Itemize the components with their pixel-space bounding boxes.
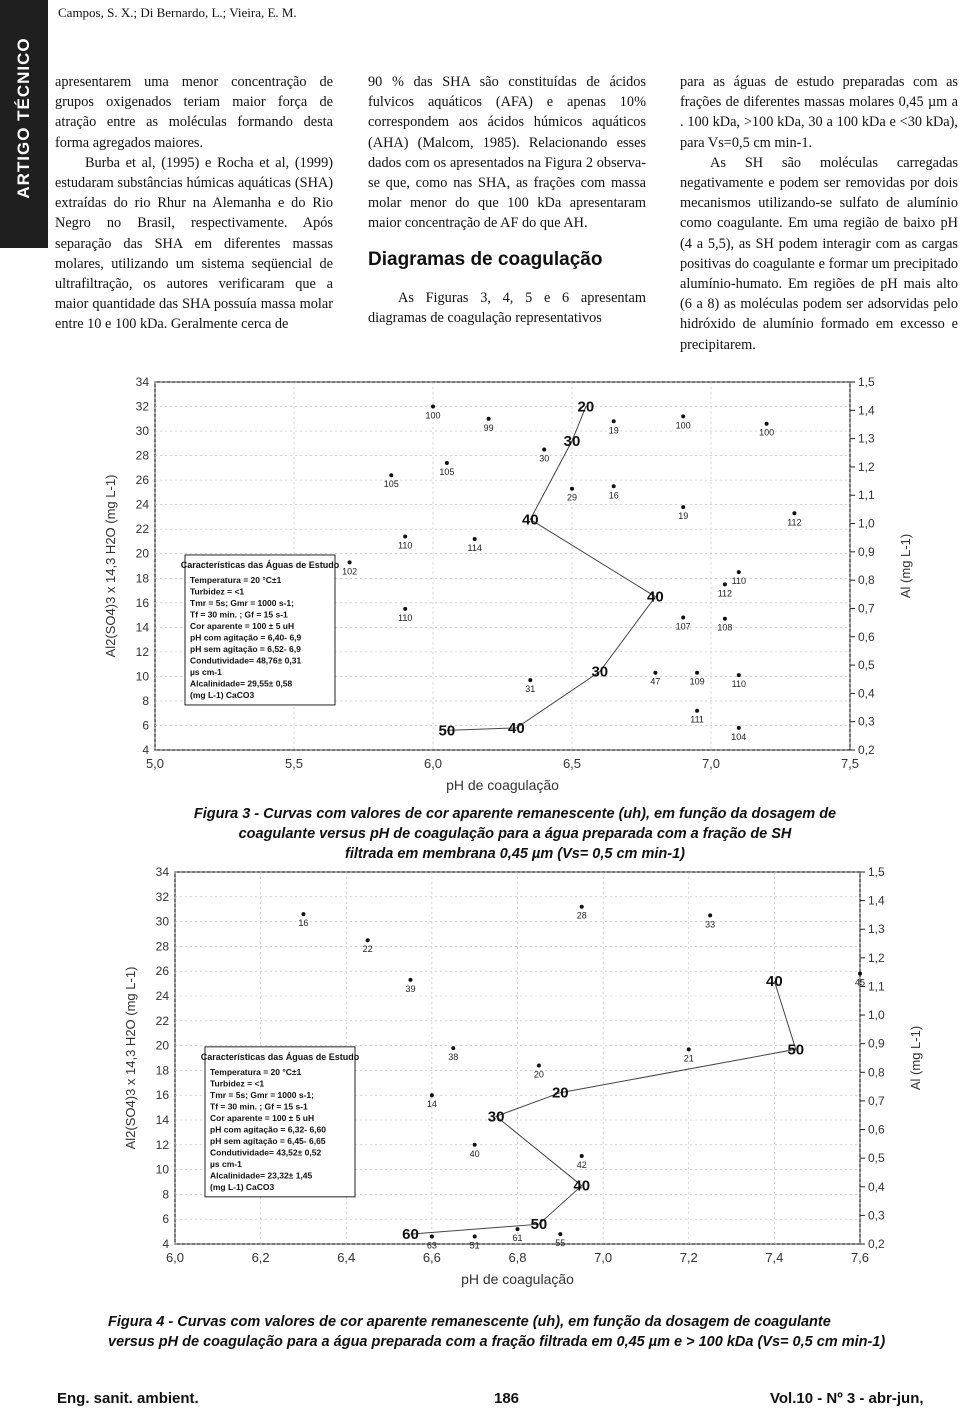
data-point [537, 1063, 541, 1067]
data-point [542, 447, 546, 451]
caption-line: Figura 4 - Curvas com valores de cor aparente remanescente (uh), em função da dosagem de coagulante [108, 1314, 831, 1330]
y-tick-label: 30 [155, 914, 169, 929]
paragraph: As Figuras 3, 4, 5 e 6 apresentam diagramas de coagulação representativos [368, 289, 646, 327]
x-tick-label: 7,4 [765, 1250, 784, 1265]
info-box-line: µs cm-1 [210, 1158, 242, 1169]
data-point [430, 1093, 434, 1097]
data-point-label: 19 [678, 511, 689, 522]
y2-tick-label: 0,8 [868, 1065, 885, 1080]
y2-tick-label: 1,5 [858, 375, 875, 389]
caption-line: Figura 3 - Curvas com valores de cor aparente remanescente (uh), em função da dosagem de [193, 806, 837, 822]
y2-tick-label: 1,2 [858, 459, 875, 474]
info-box-line: Alcalinidade= 29,55± 0,58 [190, 678, 293, 689]
paragraph: 90 % das SHA são constituídas de ácidos fulvicos aquáticos (AFA) e apenas 10% correspondem aos ácidos húmicos aquáticos (AHA) (Malcom, 1985). Relacionando esses dados com os apresentados na Figura 2 observa-se que, como nas SHA, as frações com massa molar menor do que 100 kDa apresentaram maior concentração de AF do que AH. [368, 74, 646, 232]
y-tick-label: 4 [162, 1237, 169, 1251]
paragraph: para as águas de estudo preparadas com as frações de diferentes massas molares 0,45 µm a . 100 kDa, >100 kDa, 30 a 100 kDa e <30 kDa), para Vs=0,5 cm min-1. [680, 74, 958, 151]
y-tick-label: 6 [142, 718, 149, 733]
y-tick-label: 34 [155, 865, 169, 879]
y-tick-label: 28 [155, 939, 169, 954]
info-box-line: Tf = 30 min. ; Gf = 15 s-1 [210, 1101, 308, 1112]
data-point [737, 570, 741, 574]
data-point-label: 47 [650, 676, 661, 687]
contour-label: 40 [647, 588, 664, 606]
x-axis-label: pH de coagulação [446, 777, 559, 793]
info-box-line: Tmr = 5s; Gmr = 1000 s-1; [210, 1089, 314, 1100]
data-point [528, 678, 532, 682]
footer-page-number: 186 [494, 1390, 520, 1407]
data-point [737, 726, 741, 730]
y-tick-label: 20 [135, 546, 149, 561]
caption-line: versus pH de coagulação para a água preparada com a fração filtrada em 0,45 µm e > 100 kDa (Vs= 0,5 cm min-1) [108, 1334, 886, 1350]
y-tick-label: 12 [135, 644, 149, 659]
y2-tick-label: 0,5 [868, 1151, 885, 1166]
x-tick-label: 7,0 [594, 1250, 613, 1265]
data-point [681, 616, 685, 620]
data-point-label: 110 [398, 540, 413, 551]
data-point-label: 31 [525, 684, 536, 695]
data-point-label: 42 [576, 1159, 587, 1170]
info-box-line: Cor aparente = 100 ± 5 uH [210, 1112, 315, 1123]
y-tick-label: 14 [155, 1113, 169, 1127]
data-point-label: 100 [759, 427, 775, 438]
info-box-line: Turbidez = <1 [210, 1078, 265, 1089]
info-box-line: µs cm-1 [190, 666, 222, 677]
info-box-line: Cor aparente = 100 ± 5 uH [190, 620, 295, 631]
data-point-label: 33 [705, 919, 716, 930]
column-1 [55, 72, 333, 335]
info-box-line: Turbidez = <1 [190, 586, 245, 597]
data-point-label: 63 [426, 1240, 437, 1251]
info-box-line: pH com agitação = 6,32- 6,60 [210, 1124, 326, 1135]
y2-tick-label: 1,0 [858, 516, 875, 531]
data-point [516, 1227, 520, 1231]
x-tick-label: 6,5 [562, 756, 582, 771]
contour-label: 60 [402, 1226, 419, 1244]
info-box-line: Condutividade= 43,52± 0,52 [210, 1147, 322, 1158]
y2-tick-label: 1,0 [868, 1008, 885, 1023]
contour-label: 50 [438, 722, 456, 740]
figure-3-caption [150, 804, 880, 864]
y2-tick-label: 0,7 [858, 601, 875, 616]
data-point [445, 461, 449, 465]
info-box-line: pH sem agitação = 6,45- 6,65 [210, 1135, 326, 1146]
contour-label: 30 [563, 432, 581, 450]
y2-tick-label: 1,3 [858, 431, 875, 446]
info-box-line: Alcalinidade= 23,32± 1,45 [210, 1170, 313, 1181]
y-tick-label: 10 [155, 1162, 169, 1177]
data-point [473, 537, 477, 541]
data-point-label: 20 [533, 1069, 544, 1080]
paragraph: apresentarem uma menor concentração de grupos oxigenados teriam maior força de atração entre as moléculas formando desta forma agregados maiores. [55, 74, 333, 151]
y-tick-label: 16 [155, 1088, 169, 1103]
data-point-label: 110 [731, 679, 746, 690]
y2-tick-label: 1,1 [868, 979, 885, 994]
data-point [695, 709, 699, 713]
data-point [451, 1046, 455, 1050]
y-tick-label: 22 [135, 522, 149, 537]
contour-label: 40 [766, 973, 783, 991]
footer-journal: Eng. sanit. ambient. [57, 1390, 199, 1407]
y-tick-label: 30 [135, 424, 149, 439]
figure-3-chart [103, 368, 913, 802]
y2-axis-label: Al (mg L-1) [908, 1025, 923, 1091]
x-tick-label: 5,0 [145, 756, 165, 771]
data-point-label: 102 [342, 566, 358, 577]
y-tick-label: 20 [155, 1038, 169, 1053]
y2-tick-label: 1,2 [868, 950, 885, 965]
data-point-label: 105 [383, 479, 399, 490]
data-point-label: 45 [854, 977, 866, 988]
data-point [681, 505, 685, 509]
section-heading: Diagramas de coagulação [368, 248, 603, 270]
y2-tick-label: 1,4 [868, 893, 885, 908]
data-point-label: 16 [608, 490, 619, 501]
y2-tick-label: 0,6 [868, 1122, 885, 1137]
data-point-label: 110 [731, 576, 746, 587]
caption-line: filtrada em membrana 0,45 µm (Vs= 0,5 cm min-1) [345, 846, 685, 862]
data-point-label: 39 [405, 983, 416, 994]
y-tick-label: 14 [135, 620, 149, 635]
y-axis-label: Al2(SO4)3 x 14,3 H2O (mg L-1) [103, 474, 118, 658]
data-point-label: 104 [731, 731, 747, 742]
figure-4-caption [108, 1312, 948, 1352]
data-point-label: 111 [690, 714, 704, 725]
data-point [681, 414, 685, 418]
x-tick-label: 7,2 [679, 1250, 698, 1265]
data-point [695, 671, 699, 675]
info-box-line: pH sem agitação = 6,52- 6,9 [190, 643, 301, 654]
x-tick-label: 6,4 [337, 1250, 356, 1265]
contour-label: 20 [577, 398, 595, 416]
contour-label: 20 [551, 1084, 569, 1102]
data-point-label: 99 [483, 422, 494, 433]
y-tick-label: 8 [142, 693, 149, 708]
data-point-label: 112 [787, 517, 802, 528]
section-sidebar [0, 0, 48, 248]
data-point-label: 114 [467, 543, 482, 554]
y-tick-label: 18 [155, 1063, 169, 1078]
data-point [366, 938, 370, 942]
paragraph: As SH são moléculas carregadas negativamente e podem ser removidas por dois mecanismos utilizando-se sulfato de alumínio como coagulante. Em uma região de baixo pH (4 a 5,5), as SH podem interagir com as cargas positivas do coagulante e formar um precipitado alumínio-humato. Em regiões de pH mais alto (6 a 8) as moléculas podem ser adsorvidas pelo hidróxido de alumínio formado em excesso e precipitarem. [680, 154, 958, 353]
contour-label: 40 [521, 511, 539, 529]
x-tick-label: 7,6 [850, 1250, 870, 1265]
x-tick-label: 6,6 [422, 1250, 441, 1265]
data-point-label: 100 [425, 410, 441, 421]
y2-tick-label: 0,6 [858, 629, 875, 644]
y-tick-label: 26 [155, 964, 169, 979]
data-point [558, 1232, 562, 1236]
data-point-label: 14 [426, 1099, 437, 1110]
data-point [653, 671, 657, 675]
y-tick-label: 4 [142, 743, 149, 757]
info-box-line: Tf = 30 min. ; Gf = 15 s-1 [190, 609, 288, 620]
y2-tick-label: 0,2 [858, 743, 875, 757]
data-point-label: 61 [512, 1233, 523, 1244]
data-point [570, 487, 574, 491]
data-point [473, 1235, 477, 1239]
contour-label: 40 [508, 719, 525, 737]
info-box-title: Características das Águas de Estudo [200, 1051, 360, 1062]
data-point [612, 484, 616, 488]
y2-tick-label: 0,4 [858, 686, 875, 701]
y-tick-label: 34 [135, 375, 149, 389]
data-point [431, 405, 435, 409]
data-point-label: 30 [539, 453, 550, 464]
y-tick-label: 6 [162, 1212, 169, 1227]
data-point [473, 1143, 477, 1147]
data-point [765, 422, 769, 426]
data-point [858, 972, 862, 976]
x-tick-label: 7,0 [701, 756, 721, 771]
y2-tick-label: 0,9 [858, 544, 875, 559]
y-tick-label: 12 [155, 1137, 169, 1152]
info-box-line: Condutividade= 48,76± 0,31 [190, 655, 302, 666]
data-point-label: 107 [675, 621, 691, 632]
x-tick-label: 6,0 [423, 756, 443, 771]
data-point [487, 417, 491, 421]
column-2 [368, 72, 646, 328]
data-point [792, 511, 796, 515]
footer-volume: Vol.10 - Nº 3 - abr-jun, [770, 1390, 924, 1407]
data-point-label: 105 [439, 466, 455, 477]
y-tick-label: 32 [135, 399, 149, 414]
y-axis-label: Al2(SO4)3 x 14,3 H2O (mg L-1) [123, 966, 138, 1150]
y2-tick-label: 1,3 [868, 922, 885, 937]
y-tick-label: 26 [135, 473, 149, 488]
y2-axis-label: Al (mg L-1) [898, 533, 913, 599]
paragraph: Burba et al, (1995) e Rocha et al, (1999) estudaram substâncias húmicas aquáticas (SHA) extraídas do rio Rhur na Alemanha e do Rio Negro no Brasil, respectivamente. Após separação das SHA em diferentes massas molares, utilizando um sistema seqüencial de ultrafiltração, os autores verificaram que a maior quantidade das SHA possuía massa molar entre 10 e 100 kDa. Geralmente cerca de [55, 154, 333, 333]
data-point [301, 912, 305, 916]
data-point-label: 51 [469, 1240, 480, 1251]
data-point [389, 473, 393, 477]
data-point-label: 100 [675, 420, 691, 431]
data-point-label: 110 [398, 612, 413, 623]
y2-tick-label: 1,1 [858, 488, 875, 503]
y2-tick-label: 0,3 [868, 1208, 885, 1223]
data-point [348, 560, 352, 564]
data-point [403, 607, 407, 611]
y-tick-label: 8 [162, 1187, 169, 1202]
data-point [708, 913, 712, 917]
y2-tick-label: 0,2 [868, 1237, 885, 1251]
data-point [580, 1154, 584, 1158]
contour-label: 30 [487, 1108, 505, 1126]
data-point-label: 29 [566, 492, 578, 503]
data-point-label: 22 [362, 944, 373, 955]
info-box-line: Temperatura = 20 °C±1 [190, 574, 282, 585]
y2-tick-label: 0,5 [858, 658, 875, 673]
info-box-line: pH com agitação = 6,40- 6,9 [190, 632, 302, 643]
y2-tick-label: 1,5 [868, 865, 885, 879]
y-tick-label: 32 [155, 889, 169, 904]
y-tick-label: 22 [155, 1013, 169, 1028]
data-point-label: 38 [448, 1052, 459, 1063]
y-tick-label: 24 [135, 497, 149, 512]
data-point [723, 617, 727, 621]
y2-tick-label: 0,4 [868, 1179, 885, 1194]
data-point [723, 582, 727, 586]
x-axis-label: pH de coagulação [461, 1271, 574, 1287]
data-point [403, 535, 407, 539]
data-point [430, 1235, 434, 1239]
y2-tick-label: 0,8 [858, 573, 875, 588]
info-box-line: Temperatura = 20 °C±1 [210, 1066, 302, 1077]
info-box-line: Tmr = 5s; Gmr = 1000 s-1; [190, 597, 294, 608]
section-label: ARTIGO TÉCNICO [14, 37, 33, 199]
x-tick-label: 6,0 [165, 1250, 185, 1265]
contour-label: 30 [591, 663, 609, 681]
y-tick-label: 10 [135, 669, 149, 684]
data-point [580, 905, 584, 909]
data-point-label: 108 [717, 622, 733, 633]
data-point-label: 40 [469, 1148, 480, 1159]
y2-tick-label: 0,7 [868, 1093, 885, 1108]
data-point-label: 16 [298, 918, 309, 929]
info-box-title: Características das Águas de Estudo [180, 559, 340, 570]
data-point [612, 419, 616, 423]
x-tick-label: 5,5 [284, 756, 304, 771]
contour-label: 50 [530, 1216, 548, 1234]
data-point-label: 109 [689, 676, 705, 687]
contour-label: 50 [787, 1041, 805, 1059]
column-3 [680, 72, 958, 355]
y2-tick-label: 0,9 [868, 1036, 885, 1051]
figure-4-chart [120, 858, 923, 1300]
data-point-label: 28 [576, 910, 587, 921]
y-tick-label: 24 [155, 989, 169, 1003]
caption-line: coagulante versus pH de coagulação para a água preparada com a fração de SH [238, 826, 792, 842]
data-point-label: 55 [555, 1238, 566, 1249]
data-point-label: 112 [717, 588, 733, 599]
data-point [687, 1047, 691, 1051]
y-tick-label: 18 [135, 571, 149, 586]
y2-tick-label: 1,4 [858, 403, 875, 418]
y-tick-label: 16 [135, 595, 149, 610]
data-point [408, 978, 412, 982]
x-tick-label: 6,2 [251, 1250, 270, 1265]
x-tick-label: 6,8 [508, 1250, 527, 1265]
data-point-label: 21 [683, 1053, 694, 1064]
authors-header: Campos, S. X.; Di Bernardo, L.; Vieira, E. M. [58, 5, 297, 20]
y2-tick-label: 0,3 [858, 714, 875, 729]
info-box-line: (mg L-1) CaCO3 [210, 1181, 275, 1192]
y-tick-label: 28 [135, 448, 149, 463]
info-box-line: (mg L-1) CaCO3 [190, 689, 255, 700]
data-point-label: 19 [608, 425, 619, 436]
x-tick-label: 7,5 [840, 756, 860, 771]
contour-label: 40 [573, 1177, 591, 1195]
data-point [737, 673, 741, 677]
